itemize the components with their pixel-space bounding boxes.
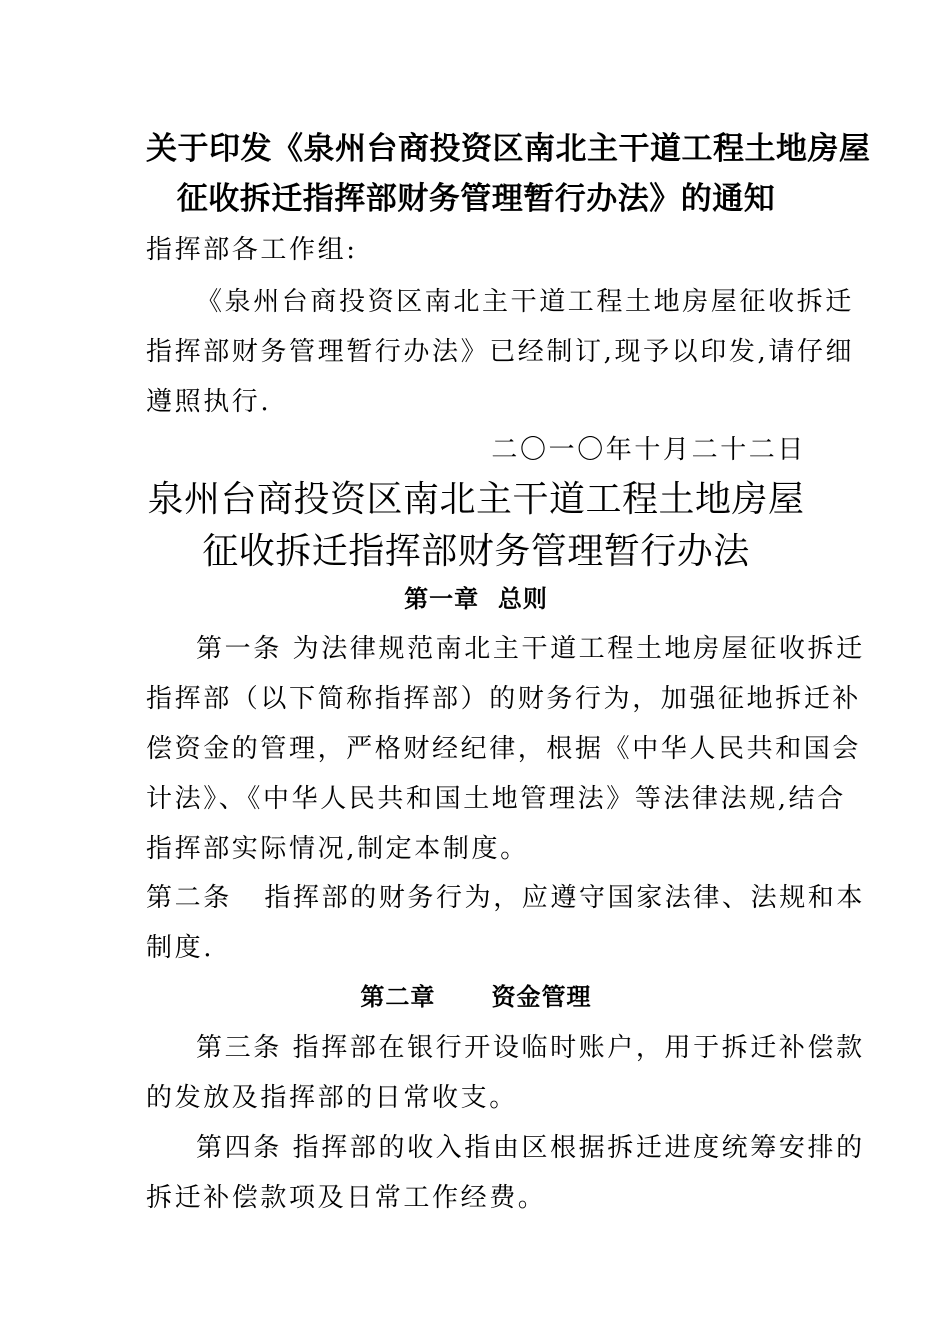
article-4-line: 拆迁补偿款项及日常工作经费。 xyxy=(146,1183,547,1213)
article-1-line: 计法》、《中华人民共和国土地管理法》等法律法规,结合 xyxy=(146,784,846,814)
notice-title-line-1: 关于印发《泉州台商投资区南北主干道工程土地房屋 xyxy=(146,131,871,167)
notice-body-line: 遵照执行. xyxy=(146,387,272,417)
notice-body-line: 《泉州台商投资区南北主干道工程土地房屋征收拆迁 xyxy=(196,287,854,317)
article-2-line: 制度. xyxy=(146,933,215,963)
regulation-title-line-1: 泉州台商投资区南北主干道工程土地房屋 xyxy=(147,479,805,520)
notice-body-line: 指挥部财务管理暂行办法》已经制订,现予以印发,请仔细 xyxy=(146,337,855,367)
article-4-line: 第四条 指挥部的收入指由区根据拆迁进度统筹安排的 xyxy=(196,1133,865,1163)
article-3-line: 的发放及指挥部的日常收支。 xyxy=(146,1083,518,1113)
article-1-line: 第一条 为法律规范南北主干道工程土地房屋征收拆迁 xyxy=(196,634,865,664)
notice-title-line-2: 征收拆迁指挥部财务管理暂行办法》的通知 xyxy=(176,181,776,217)
article-1-line: 偿资金的管理，严格财经纪律，根据《中华人民共和国会 xyxy=(146,734,862,764)
article-2-line: 第二条 指挥部的财务行为，应遵守国家法律、法规和本 xyxy=(146,883,865,913)
article-1-line: 指挥部实际情况,制定本制度。 xyxy=(146,834,529,864)
notice-date: 二〇一〇年十月二十二日 xyxy=(491,435,806,465)
article-1-line: 指挥部（以下简称指挥部）的财务行为，加强征地拆迁补 xyxy=(146,684,862,714)
article-3-line: 第三条 指挥部在银行开设临时账户，用于拆迁补偿款 xyxy=(196,1033,865,1063)
chapter-1-heading: 第一章 总则 xyxy=(404,585,548,613)
notice-salutation: 指挥部各工作组: xyxy=(146,235,358,265)
chapter-2-heading: 第二章 资金管理 xyxy=(360,983,592,1011)
regulation-title-line-2: 征收拆迁指挥部财务管理暂行办法 xyxy=(202,531,750,572)
